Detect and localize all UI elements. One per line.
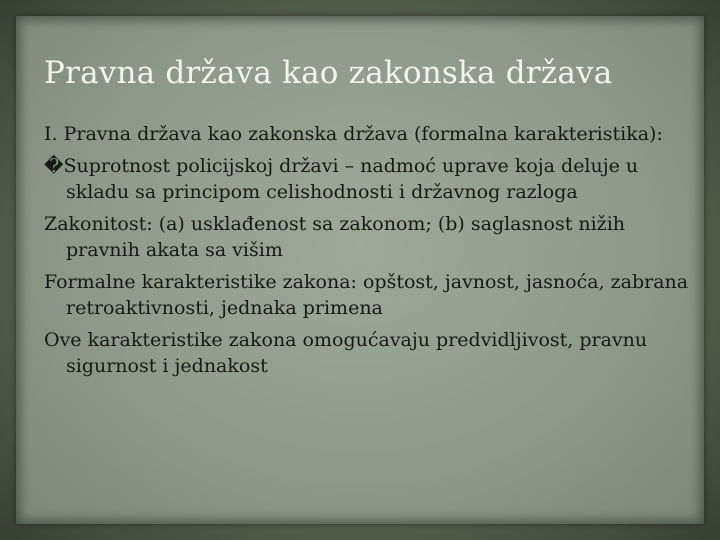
paragraph-legality: Zakonitost: (a) usklađenost sa zakonom; (b) saglasnost nižih pravnih akata sa višim [44,213,626,261]
slide-title: Pravna država kao zakonska država [44,55,613,91]
paragraph-police-state: �Suprotnost policijskoj državi – nadmoć uprave koja deluje u skladu sa principom celishodnosti i državnog razloga [44,155,639,203]
paragraph-heading: I. Pravna država kao zakonska država (formalna karakteristika): [44,123,663,145]
paragraph-formal-characteristics: Formalne karakteristike zakona: opštost, javnost, jasnoća, zabrana retroaktivnosti, jednaka primena [44,271,689,319]
paragraph-predictability: Ove karakteristike zakona omogućavaju predvidljivost, pravnu sigurnost i jednakost [44,329,648,377]
slide-body [44,121,694,385]
